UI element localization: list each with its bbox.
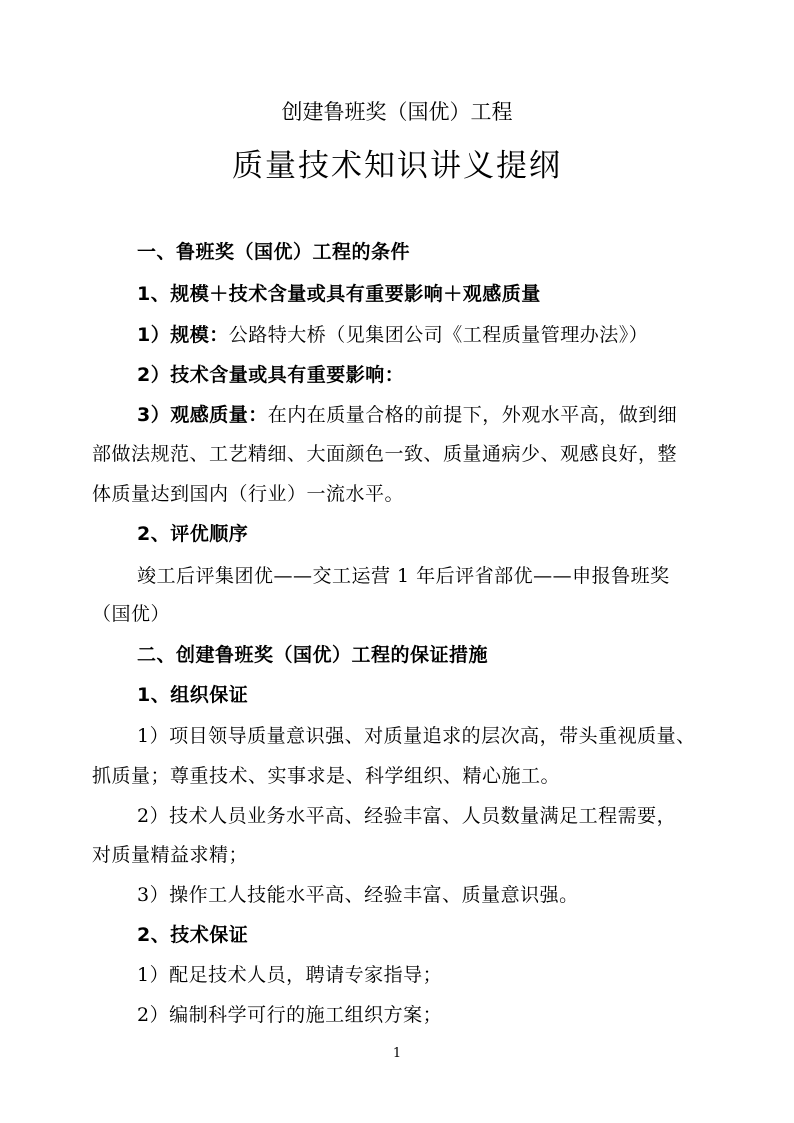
section1-item2-heading: 2、评优顺序 [137,523,249,545]
document-title: 质量技术知识讲义提纲 [232,148,562,184]
scale-paragraph [137,322,648,348]
org-p2-line2: 对质量精益求精； [92,844,249,866]
tech-guarantee-heading: 2、技术保证 [137,924,249,946]
tech-p1: 1）配足技术人员，聘请专家指导； [137,964,443,986]
appearance-label: 3）观感质量： [137,404,268,426]
document-subtitle: 创建鲁班奖（国优）工程 [281,100,513,124]
appearance-text-line1: 在内在质量合格的前提下，外观水平高，做到细 [267,404,678,426]
tech-p2: 2）编制科学可行的施工组织方案； [137,1004,443,1026]
org-p2-line1: 2）技术人员业务水平高、经验丰富、人员数量满足工程需要， [137,805,677,827]
page-number: 1 [392,1046,402,1061]
section2-heading: 二、创建鲁班奖（国优）工程的保证措施 [137,644,489,666]
tech-content-label: 2）技术含量或具有重要影响： [137,364,405,386]
org-guarantee-heading: 1、组织保证 [137,684,249,706]
org-p1-line1: 1）项目领导质量意识强、对质量追求的层次高，带头重视质量、 [137,725,696,747]
award-order-line1: 竣工后评集团优——交工运营 1 年后评省部优——申报鲁班奖 [137,565,670,587]
award-order-line2: （国优） [92,603,171,625]
org-p3: 3）操作工人技能水平高、经验丰富、质量意识强。 [137,884,579,906]
appearance-paragraph-line1 [137,402,677,428]
section1-item1-heading: 1、规模＋技术含量或具有重要影响＋观感质量 [137,283,541,305]
appearance-text-line2: 部做法规范、工艺精细、大面颜色一致、质量通病少、观感良好，整 [92,443,678,465]
org-p1-line2: 抓质量；尊重技术、实事求是、科学组织、精心施工。 [92,765,561,787]
section1-heading: 一、鲁班奖（国优）工程的条件 [137,241,411,263]
scale-text: 公路特大桥（见集团公司《工程质量管理办法》） [228,324,649,346]
appearance-text-line3: 体质量达到国内（行业）一流水平。 [92,483,405,505]
scale-label: 1）规模： [137,324,229,346]
